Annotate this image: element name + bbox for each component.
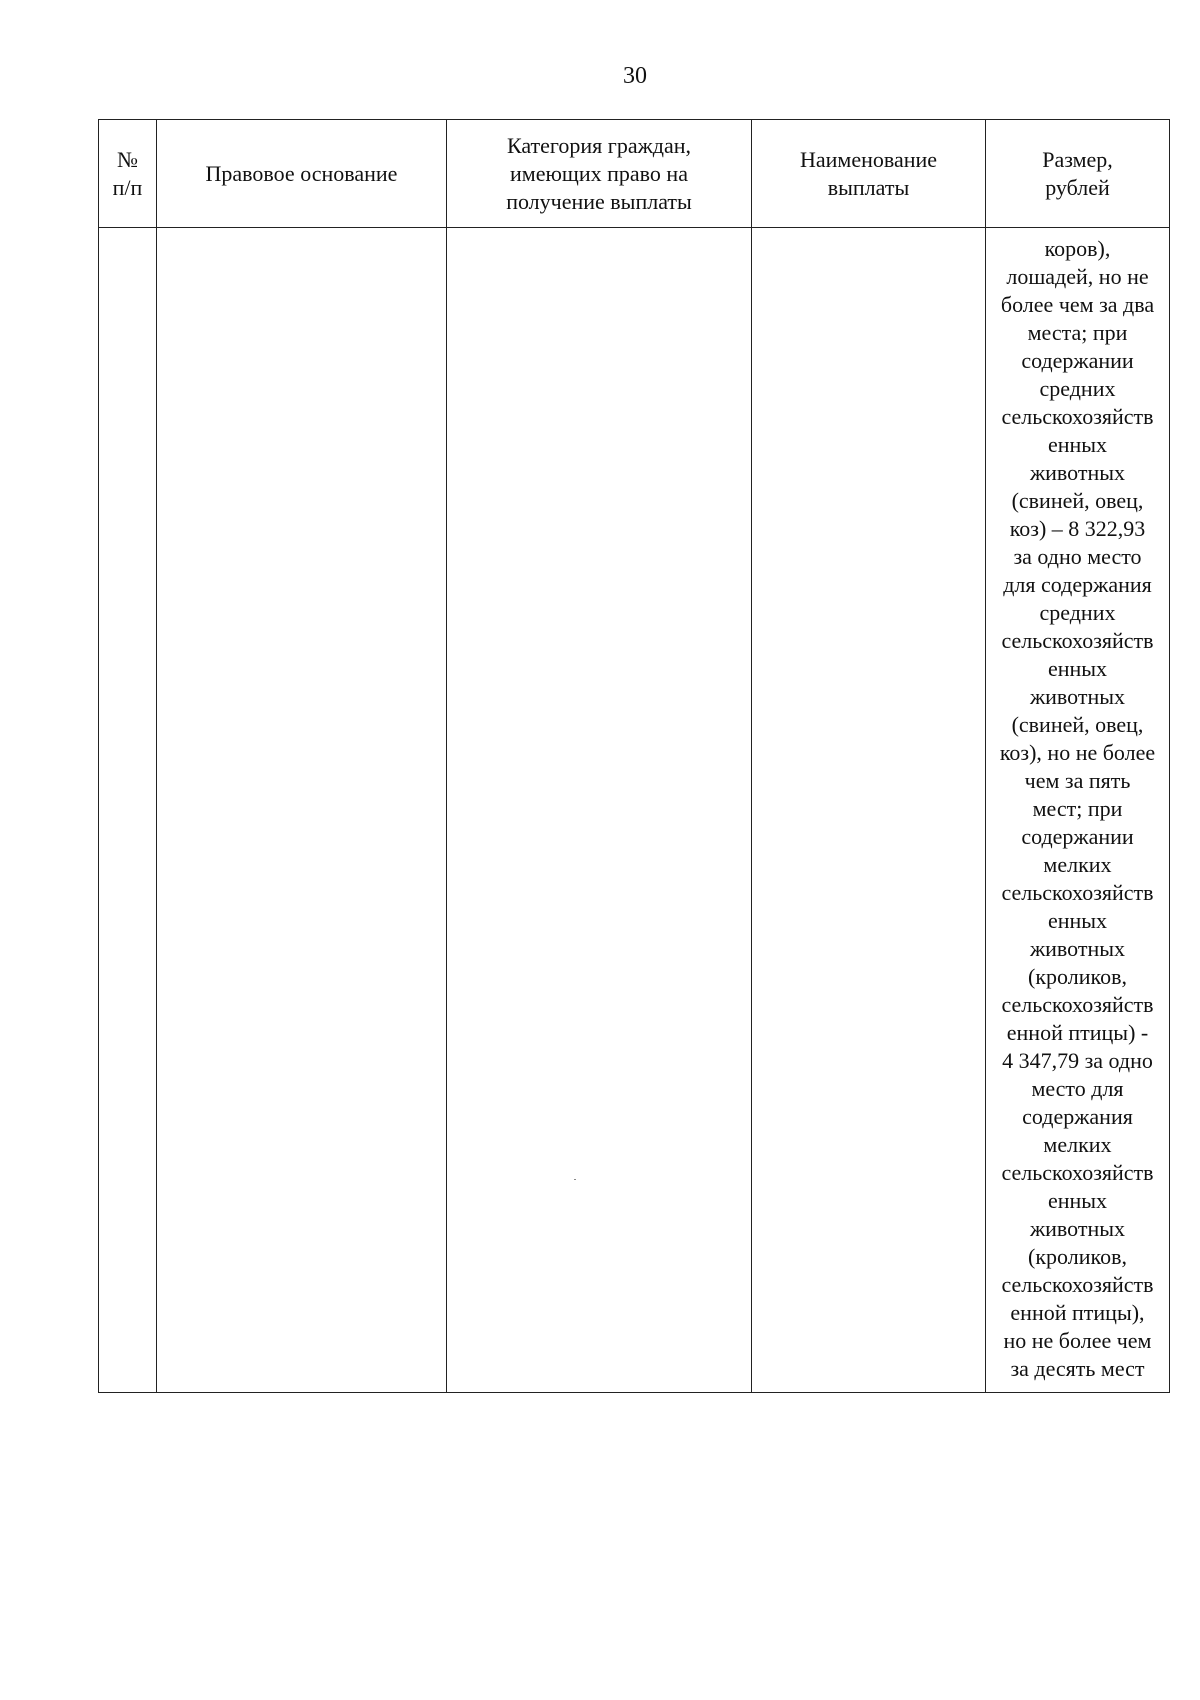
amount-line: средних <box>1039 600 1116 625</box>
table-header-row <box>99 120 1170 228</box>
amount-line: мелких <box>1043 1132 1112 1157</box>
amount-line: животных <box>1029 1216 1126 1241</box>
amount-line: енной птицы), <box>1010 1300 1145 1325</box>
amount-line: место для <box>1031 1076 1124 1101</box>
header-payment-name-line: Наименование <box>799 146 938 172</box>
header-citizen-category-line: Категория граждан, <box>506 132 692 158</box>
amount-line: сельскохозяйств <box>1001 404 1154 429</box>
amount-line: сельскохозяйств <box>1001 1160 1154 1185</box>
header-amount-line: рублей <box>1045 174 1110 200</box>
amount-line: (кроликов, <box>1028 1244 1127 1269</box>
payments-table <box>98 119 1170 1393</box>
amount-line: сельскохозяйств <box>1001 628 1154 653</box>
amount-line: сельскохозяйств <box>1001 1272 1154 1297</box>
header-citizen-category-line: получение выплаты <box>506 188 692 214</box>
amount-line: содержании <box>1021 824 1134 849</box>
amount-line: для содержания <box>1003 572 1152 597</box>
header-payment-name <box>752 120 986 228</box>
amount-line: (кроликов, <box>1028 964 1127 989</box>
amount-line: (свиней, овец, <box>1011 712 1144 737</box>
amount-line: животных <box>1029 684 1126 709</box>
header-citizen-category-line: имеющих право на <box>510 160 688 186</box>
amount-line: за десять мест <box>1010 1356 1145 1381</box>
amount-line: коз) – 8 322,93 <box>1009 516 1146 541</box>
amount-line: сельскохозяйств <box>1001 880 1154 905</box>
cell-payment-name <box>752 228 986 1393</box>
table-row <box>99 228 1170 1393</box>
header-number-line: № <box>117 146 138 172</box>
amount-line: но не более чем <box>1003 1328 1152 1353</box>
amount-line: средних <box>1039 376 1116 401</box>
amount-line: лошадей, но не <box>1006 264 1149 289</box>
amount-line: коров), <box>1044 236 1111 261</box>
amount-line: енных <box>1047 432 1108 457</box>
header-citizen-category <box>447 120 752 228</box>
header-payment-name-line: выплаты <box>827 174 910 200</box>
amount-line: 4 347,79 за одно <box>1002 1048 1153 1073</box>
amount-line: мест; при <box>1032 796 1123 821</box>
scan-speck <box>574 1179 576 1180</box>
cell-legal-basis <box>157 228 447 1393</box>
amount-line: содержания <box>1022 1104 1133 1129</box>
amount-line: енной птицы) - <box>1006 1020 1149 1045</box>
amount-line: сельскохозяйств <box>1001 992 1154 1017</box>
header-number-line: п/п <box>112 174 143 200</box>
amount-line: енных <box>1047 1188 1108 1213</box>
amount-line: за одно место <box>1013 544 1142 569</box>
amount-line: животных <box>1029 460 1126 485</box>
amount-line: места; при <box>1027 320 1128 345</box>
amount-text <box>986 235 1169 1383</box>
header-amount <box>986 120 1170 228</box>
amount-line: чем за пять <box>1024 768 1131 793</box>
cell-amount <box>986 228 1170 1393</box>
header-number <box>99 120 157 228</box>
cell-citizen-category <box>447 228 752 1393</box>
header-legal-basis: Правовое основание <box>157 120 447 228</box>
amount-line: животных <box>1029 936 1126 961</box>
cell-number <box>99 228 157 1393</box>
amount-line: коз), но не более <box>999 740 1156 765</box>
amount-line: содержании <box>1021 348 1134 373</box>
amount-line: (свиней, овец, <box>1011 488 1144 513</box>
amount-line: енных <box>1047 656 1108 681</box>
amount-line: енных <box>1047 908 1108 933</box>
page-number: 30 <box>623 63 647 89</box>
header-amount-line: Размер, <box>1042 146 1113 172</box>
amount-line: более чем за два <box>1000 292 1155 317</box>
amount-line: мелких <box>1043 852 1112 877</box>
